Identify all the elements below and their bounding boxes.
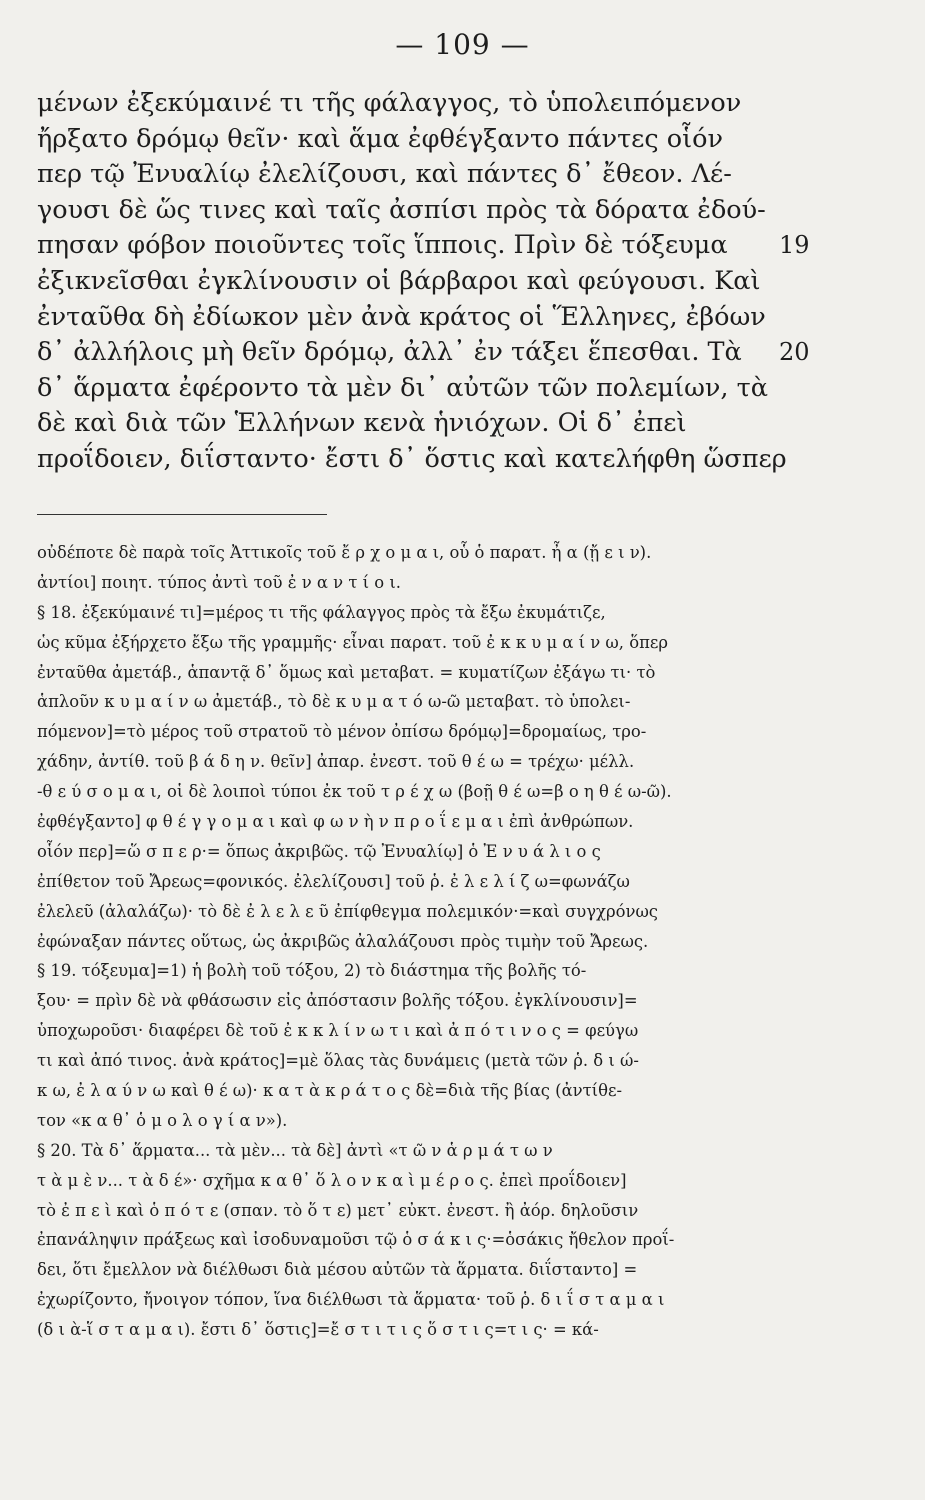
note-line: οἷόν περ]=ὥ σ π ε ρ·= ὅπως ἀκριβῶς. τῷ Ἐνυαλίῳ] ὁ Ἐ ν υ ά λ ι ο ς <box>37 841 601 861</box>
text-line <box>37 300 807 336</box>
text-line <box>37 335 810 371</box>
note-line: ἐχωρίζοντο, ἤνοιγον τόπον, ἵνα διέλθωσι τὰ ἅρματα· τοῦ ῥ. δ ι ΐ σ τ α μ α ι <box>37 1290 665 1310</box>
text-line-content: πησαν φόβον ποιοῦντες τοῖς ἵπποις. Πρὶν δὲ τόξευμα <box>37 230 728 261</box>
note-line: ἐλελεῦ (ἀλαλάζω)· τὸ δὲ ἐ λ ε λ ε ῦ ἐπίφθεγμα πολεμικόν·=καὶ συγχρόνως <box>37 901 658 921</box>
text-line <box>37 86 807 122</box>
note-line: ξου· = πρὶν δὲ νὰ φθάσωσιν εἰς ἀπόστασιν βολῆς τόξου. ἐγκλίνουσιν]= <box>37 991 638 1011</box>
text-line-content: δ᾽ ἀλλήλοις μὴ θεῖν δρόμῳ, ἀλλ᾽ ἐν τάξει ἕπεσθαι. Τὰ <box>37 337 742 368</box>
main-text <box>37 86 810 478</box>
note-line: τι καὶ ἀπό τινος. ἀνὰ κράτος]=μὲ ὅλας τὰς δυνάμεις (μετὰ τῶν ῥ. δ ι ώ- <box>37 1051 639 1071</box>
text-line <box>37 193 807 229</box>
note-line: ἐφώναξαν πάντες οὕτως, ὡς ἀκριβῶς ἀλαλάζουσι πρὸς τιμὴν τοῦ Ἄρεως. <box>37 931 649 951</box>
text-line <box>37 371 807 407</box>
text-line-content: προΐδοιεν, διΐσταντο· ἔστι δ᾽ ὅστις καὶ κατελήφθη ὥσπερ <box>37 443 787 474</box>
note-line: (δ ι ὰ-ἵ σ τ α μ α ι). ἔστι δ᾽ ὅστις]=ἔ σ τ ι τ ι ς ὅ σ τ ι ς=τ ι ς· = κά- <box>37 1320 599 1340</box>
note-line: ἀντίοι] ποιητ. τύπος ἀντὶ τοῦ ἐ ν α ν τ ί ο ι. <box>37 572 401 592</box>
note-line: § 18. ἐξεκύμαινέ τι]=μέρος τι τῆς φάλαγγος πρὸς τὰ ἔξω ἐκυμάτιζε, <box>37 602 606 622</box>
page-number: — 109 — <box>395 28 530 61</box>
note-line: ὡς κῦμα ἐξήρχετο ἔξω τῆς γραμμῆς· εἶναι παρατ. τοῦ ἐ κ κ υ μ α ί ν ω, ὅπερ <box>37 632 668 652</box>
note-line: τὸ ἐ π ε ὶ καὶ ὁ π ό τ ε (σπαν. τὸ ὅ τ ε) μετ᾽ εὐκτ. ἐνεστ. ἢ ἀόρ. δηλοῦσιν <box>37 1200 639 1220</box>
note-line: ἁπλοῦν κ υ μ α ί ν ω ἀμετάβ., τὸ δὲ κ υ μ α τ ό ω-ῶ μεταβατ. τὸ ὑπολει- <box>37 692 631 712</box>
section-number: 19 <box>779 231 810 260</box>
text-line <box>37 228 810 264</box>
note-line: τ ὰ μ ὲ ν... τ ὰ δ έ»· σχῆμα κ α θ᾽ ὅ λ ο ν κ α ὶ μ έ ρ ο ς. ἐπεὶ προΐδοιεν] <box>37 1170 627 1190</box>
note-line: χάδην, ἀντίθ. τοῦ β ά δ η ν. θεῖν] ἀπαρ. ἐνεστ. τοῦ θ έ ω = τρέχω· μέλλ. <box>37 752 635 772</box>
text-line <box>37 122 807 158</box>
note-line: οὐδέποτε δὲ παρὰ τοῖς Ἀττικοῖς τοῦ ἔ ρ χ ο μ α ι, οὗ ὁ παρατ. ἦ α (ᾔ ε ι ν). <box>37 543 652 562</box>
text-line-content: περ τῷ Ἐνυαλίῳ ἐλελίζουσι, καὶ πάντες δ᾽ ἔθεον. Λέ- <box>37 159 732 190</box>
text-line <box>37 264 807 300</box>
note-line: ἐνταῦθα ἀμετάβ., ἁπαντᾷ δ᾽ ὅμως καὶ μεταβατ. = κυματίζων ἐξάγω τι· τὸ <box>37 662 656 682</box>
note-line: τον «κ α θ᾽ ὁ μ ο λ ο γ ί α ν»). <box>37 1110 288 1130</box>
text-line-content: δ᾽ ἅρματα ἐφέροντο τὰ μὲν δι᾽ αὐτῶν τῶν πολεμίων, τὰ <box>37 372 768 403</box>
note-line: κ ω, ἐ λ α ύ ν ω καὶ θ έ ω)· κ α τ ὰ κ ρ ά τ ο ς δὲ=διὰ τῆς βίας (ἀντίθε- <box>37 1081 622 1101</box>
footnote-divider <box>37 514 327 515</box>
note-line: ἐφθέγξαντο] φ θ έ γ γ ο μ α ι καὶ φ ω ν ὴ ν π ρ ο ΐ ε μ α ι ἐπὶ ἀνθρώπων. <box>37 812 634 832</box>
text-line-content: μένων ἐξεκύμαινέ τι τῆς φάλαγγος, τὸ ὑπολειπόμενον <box>37 88 742 118</box>
section-number: 20 <box>779 338 810 367</box>
text-line-content: ἐνταῦθα δὴ ἐδίωκον μὲν ἀνὰ κράτος οἱ Ἕλληνες, ἐβόων <box>37 301 766 332</box>
note-line: ἐπανάληψιν πράξεως καὶ ἰσοδυναμοῦσι τῷ ὁ σ ά κ ι ς·=ὁσάκις ἤθελον προΐ- <box>37 1230 675 1250</box>
note-line: § 20. Τὰ δ᾽ ἅρματα... τὰ μὲν... τὰ δὲ] ἀντὶ «τ ῶ ν ἁ ρ μ ά τ ω ν <box>37 1140 553 1160</box>
note-line: ὑποχωροῦσι· διαφέρει δὲ τοῦ ἐ κ κ λ ί ν ω τ ι καὶ ἀ π ό τ ι ν ο ς = φεύγω <box>37 1021 639 1041</box>
text-line <box>37 442 807 478</box>
text-line-content: ἐξικνεῖσθαι ἐγκλίνουσιν οἱ βάρβαροι καὶ φεύγουσι. Καὶ <box>37 265 761 296</box>
text-line-content: ἤρξατο δρόμῳ θεῖν· καὶ ἅμα ἐφθέγξαντο πάντες οἷόν <box>37 123 723 154</box>
text-line <box>37 157 807 193</box>
text-line <box>37 406 807 442</box>
text-line-content: δὲ καὶ διὰ τῶν Ἑλλήνων κενὰ ἡνιόχων. Οἱ δ᾽ ἐπεὶ <box>37 408 687 439</box>
note-line: ἐπίθετον τοῦ Ἄρεως=φονικός. ἐλελίζουσι] τοῦ ῥ. ἐ λ ε λ ί ζ ω=φωνάζω <box>37 871 630 891</box>
text-line-content: γουσι δὲ ὥς τινες καὶ ταῖς ἀσπίσι πρὸς τὰ δόρατα ἐδού- <box>37 194 766 225</box>
note-line: § 19. τόξευμα]=1) ἡ βολὴ τοῦ τόξου, 2) τὸ διάστημα τῆς βολῆς τό- <box>37 961 587 981</box>
note-line: -θ ε ύ σ ο μ α ι, οἱ δὲ λοιποὶ τύποι ἐκ τοῦ τ ρ έ χ ω (βοῇ θ έ ω=β ο η θ έ ω-ῶ). <box>37 782 672 802</box>
commentary-notes <box>37 538 817 1345</box>
note-line: πόμενον]=τὸ μέρος τοῦ στρατοῦ τὸ μένον ὀπίσω δρόμῳ]=δρομαίως, τρο- <box>37 722 647 742</box>
note-line: δει, ὅτι ἔμελλον νὰ διέλθωσι διὰ μέσου αὐτῶν τὰ ἅρματα. διΐσταντο] = <box>37 1260 638 1280</box>
